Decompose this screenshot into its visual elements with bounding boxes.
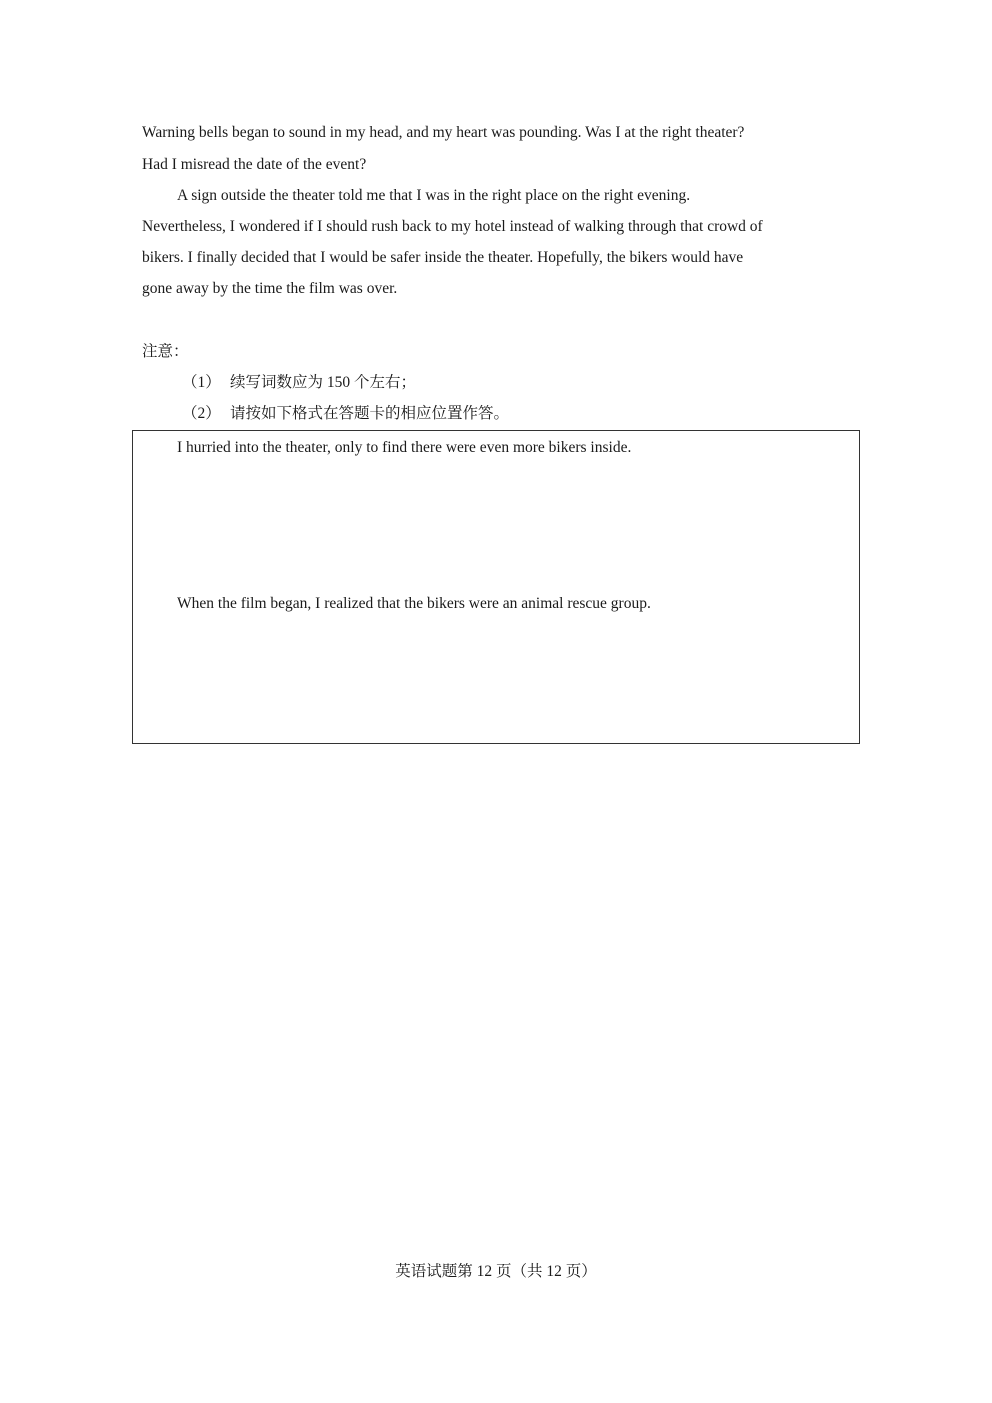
notice-title: 注意： bbox=[142, 343, 189, 360]
notice-item-text: 续写词数应为 150 个左右； bbox=[230, 374, 417, 391]
paragraph-1-opening: I hurried into the theater, only to find there were even more bikers inside. bbox=[177, 439, 632, 456]
paragraph-2-opening: When the film began, I realized that the bikers were an animal rescue group. bbox=[177, 595, 651, 612]
notice-item bbox=[182, 404, 509, 424]
passage-line: A sign outside the theater told me that I was in the right place on the right evening. bbox=[177, 187, 691, 204]
notice-item-number: （2） bbox=[182, 405, 221, 422]
page-footer: 英语试题第 12 页（共 12 页） bbox=[395, 1263, 597, 1280]
notice-item bbox=[182, 373, 416, 393]
passage-line: gone away by the time the film was over. bbox=[142, 280, 398, 297]
passage-line: Warning bells began to sound in my head, and my heart was pounding. Was I at the right theater? bbox=[142, 124, 745, 141]
passage-line: Nevertheless, I wondered if I should rush back to my hotel instead of walking through that crowd of bbox=[142, 218, 763, 235]
passage-line: Had I misread the date of the event? bbox=[142, 156, 367, 173]
passage-line: bikers. I finally decided that I would be safer inside the theater. Hopefully, the bikers would have bbox=[142, 249, 744, 266]
answer-box bbox=[132, 430, 860, 744]
notice-item-text: 请按如下格式在答题卡的相应位置作答。 bbox=[230, 405, 510, 422]
notice-item-number: （1） bbox=[182, 374, 221, 391]
